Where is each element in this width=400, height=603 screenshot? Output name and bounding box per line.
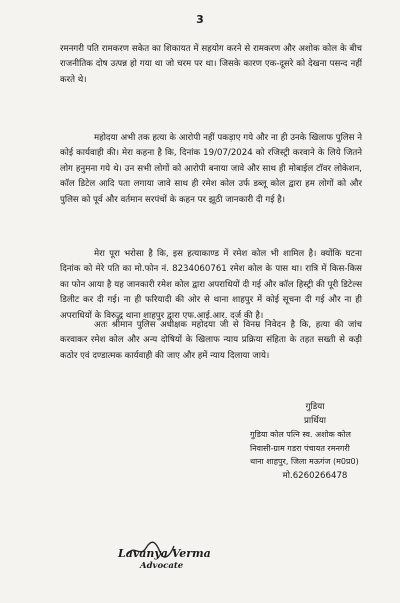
advocate-role: Advocate bbox=[140, 561, 184, 571]
paragraph-2 bbox=[60, 131, 362, 208]
paragraph-2-text: महोदया अभी तक हत्या के आरोपी नहीं पकड़ाए गये और ना ही उनके खिलाफ पुलिस ने कोई कार्यवाही की। मेरा कहना है कि, दिनांक 19/07/2024 को रजिस्ट्री करवाने के लिये जितने लोग हनुमना गये थे। उन सभी लोगों को आरोपी बनाया जावे और साथ ही मोबाईल टॉवर लोकेशन, कॉल डिटेल आदि पता लगाया जावे साथ ही रमेश कोल उर्फ डब्लू कोल द्वारा हम लोगों को और पुलिस को पूर्व और वर्तमान सरपंचों के कहन पर झूठी जानकारी दी गई है। bbox=[60, 133, 362, 205]
paragraph-3-text: मेरा पूरा भरोसा है कि, इस हत्याकाण्ड में रमेश कोल भी शामिल है। क्योंकि घटना दिनांक को मेरे पति का मो.फोन नं. 8234060761 रमेश कोल के पास था। रात्रि में किस-किस का फोन आया है यह जानकारी रमेश कोल द्वारा अपराधियों दी गई और कॉल हिस्ट्री की पूरी डिटेल्स डिलीट कर दी गई। ना ही फरियादी की ओर से थाना शाहपुर में कोई सूचना दी गई और ना ही अपराधियों के विरुद्ध थाना शाहपुर द्वारा एफ.आई.आर. दर्ज की है। bbox=[60, 249, 362, 321]
applicant-designation: प्रार्थिया bbox=[303, 416, 327, 426]
paragraph-1-text: रमनगरी पति रामकरण सकेत का शिकायत में सहयोग करने से रामकरण और अशोक कोल के बीच राजनीतिक दोष उत्पन्न हो गया था जो चरम पर था। जिसके कारण एक-दूसरे को देखना पसन्द नहीं करते थे। bbox=[60, 44, 362, 85]
applicant-phone: मो.6260266478 bbox=[282, 470, 348, 481]
paragraph-4-text: अतः श्रीमान पुलिस अधीक्षक महोदया जी से विनम्र निवेदन है कि, हत्या की जांच करवाकर रमेश कोल और अन्य दोषियों के खिलाफ न्याय प्रक्रिया संहिता के तहत सख्ती से कड़ी कठोर एवं दण्डात्मक कार्यवाही की जाए और हमें न्याय दिलाया जाये। bbox=[60, 320, 362, 361]
advocate-stamp bbox=[118, 547, 238, 571]
applicant-line-2: निवासी-ग्राम गडरा पंचायत रमनगरी bbox=[250, 443, 350, 453]
paragraph-4 bbox=[60, 318, 362, 364]
applicant-line-3: थाना शाहपुर, जिला मऊगंज (म0प्र0) bbox=[250, 457, 359, 466]
advocate-name: Lavanya Verma bbox=[118, 547, 211, 560]
page-number: 3 bbox=[196, 13, 204, 26]
applicant-line-1: गुडिया कोल पत्नि स्व. अशोक कोल bbox=[250, 430, 351, 439]
applicant-name: गुडिया bbox=[305, 402, 325, 412]
paragraph-3 bbox=[60, 247, 362, 324]
signature-block bbox=[250, 400, 380, 483]
paragraph-1 bbox=[60, 42, 362, 88]
